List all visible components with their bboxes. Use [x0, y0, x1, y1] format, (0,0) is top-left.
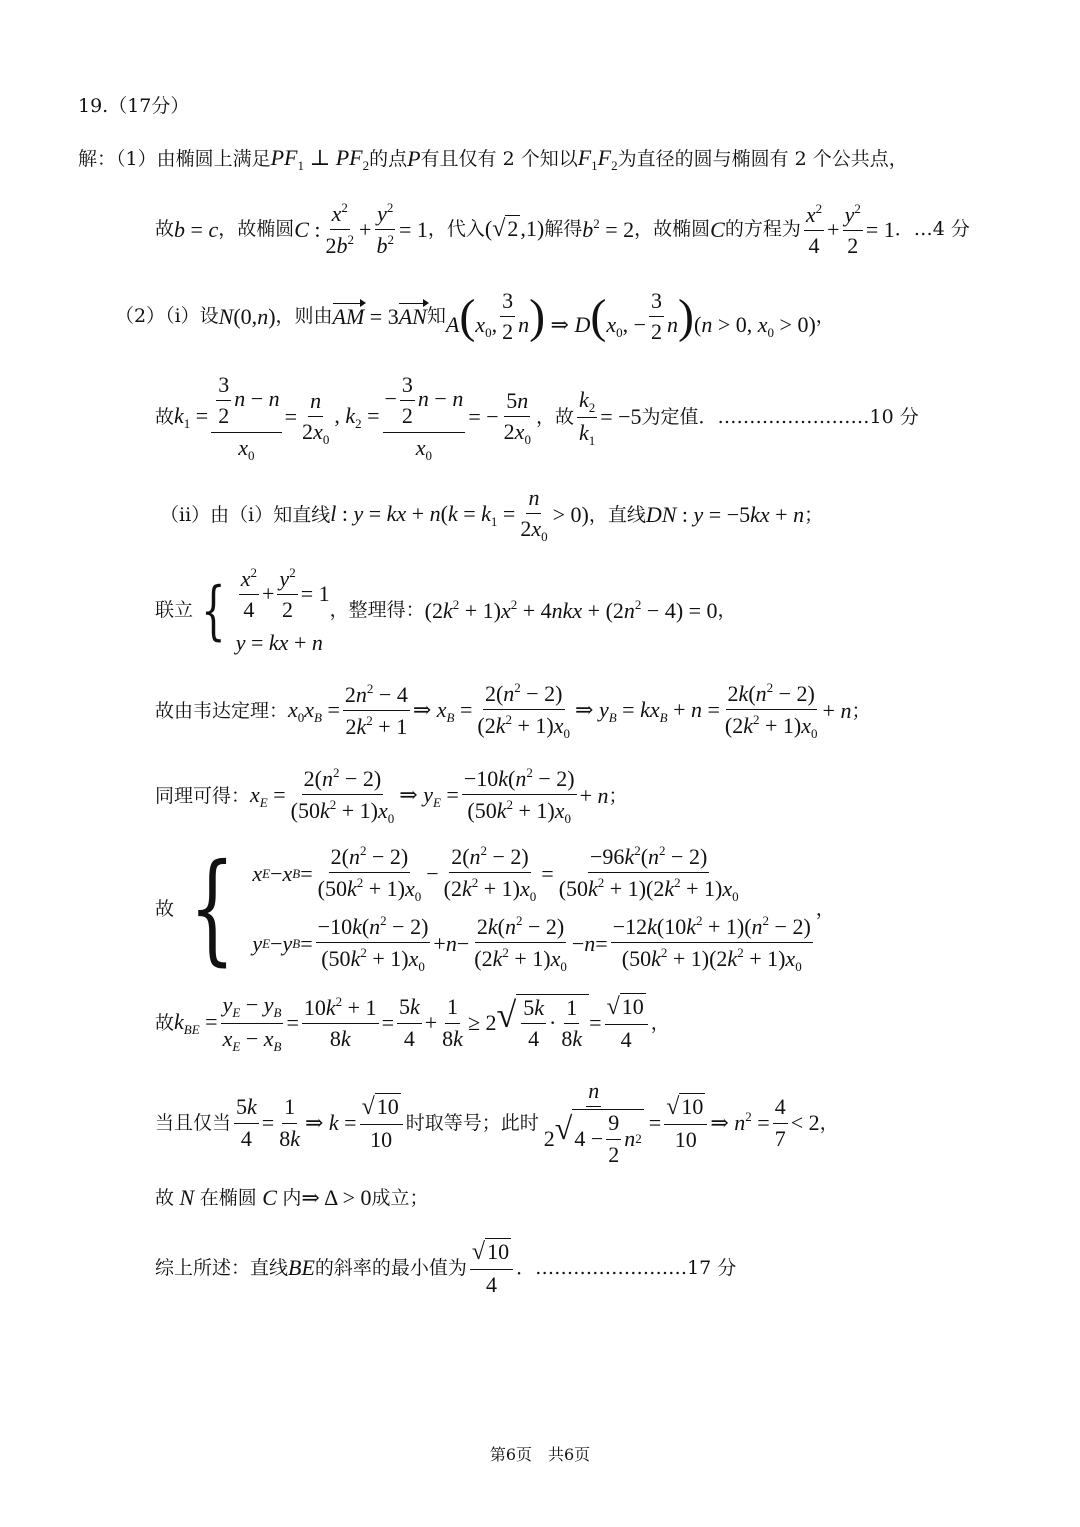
fraction: $\frac{2(n^2 - 2)}{(50k^2 + 1)x_0}$ — [290, 765, 395, 827]
math: $A(x_0$, — [445, 289, 498, 343]
inside-ellipse-line — [155, 1185, 429, 1211]
fraction: $\frac{4}{7}$ — [774, 1094, 786, 1151]
text: ，则由 — [275, 305, 333, 328]
ellipse-equation-line: 故 b = c ，故椭圆 C : $\frac{x^2}{2b^2}$ + $\frac{y^2}{b^2}$ = 1 ，代入 ( √ 2 ,1) 解得 $b^2 = 2$ ，故椭圆 C 的方程为 $\frac{x^2}{4}$ + $\frac{y^2}{2}$ = 1 ．…4 分 — [155, 200, 970, 259]
fraction: $\frac{x^2}{4}$ — [805, 200, 823, 258]
text: ，直线 — [588, 503, 646, 526]
text: ，整理得： — [329, 599, 425, 622]
text: ； — [608, 784, 628, 807]
text: ，故椭圆 — [634, 218, 711, 241]
fraction: $\frac{5k}{4}$ — [398, 994, 420, 1051]
fraction: $\frac{x^2}{2b^2}$ — [325, 200, 355, 259]
conclusion-line — [155, 1238, 736, 1298]
text: ．…4 分 — [894, 218, 970, 241]
text: 故 — [155, 897, 175, 920]
text: ．……………………17 分 — [516, 1256, 737, 1279]
fraction: $\frac{5n}{2x_0}$ — [503, 387, 531, 448]
fraction: $\frac{y^2}{2}$ — [844, 200, 861, 258]
math: $k_{BE}$ = — [174, 1008, 218, 1037]
equation-system: $\frac{x^2}{4}$ + $\frac{y^2}{2}$ = 1 y = kx + n — [235, 565, 330, 655]
math: l : y = kx + $n(k = k_1$ = — [330, 500, 516, 529]
differences-line — [155, 838, 835, 978]
vieta-line: 故由韦达定理： $x_0x_B$ = $\frac{2n^2 - 4}{2k^2 + 1}$ ⇒ $x_B$ = $\frac{2(n^2 - 2)}{(2k^2 + 1)x_0}$ ⇒ $y_B = kx_B + n$ = $\frac{2k(n^2 - 2)}{(2k^2 + 1)x_0}$ + n ； — [155, 680, 871, 742]
fraction: $\frac{1}{8k}$ — [279, 1094, 300, 1151]
math: DN : y = −5kx + n — [645, 501, 805, 527]
text: 同理可得： — [155, 784, 251, 807]
fraction: $\frac{10k^2 + 1}{8k}$ — [303, 993, 377, 1052]
math: C — [710, 216, 725, 242]
math: $x_E$ = — [250, 781, 286, 810]
text: 有且仅有 2 个知以 — [420, 147, 578, 170]
fraction: $\frac{2n^2 - 4}{2k^2 + 1}$ — [344, 681, 408, 740]
fraction: $\frac{5k}{4}$ — [236, 1094, 257, 1151]
math: $x_0x_B$ = — [288, 696, 340, 725]
text: ，故椭圆 — [218, 218, 295, 241]
text: 为直径的圆与椭圆有 2 个公共点， — [617, 147, 908, 170]
fraction: − $\frac{3}{2}$ n − n $x_0$ — [384, 372, 464, 463]
fraction: $\frac{n}{2x_0}$ — [302, 387, 330, 448]
math: N — [174, 1185, 200, 1210]
math: $(2k^2 + 1)x^2 + 4nkx + (2n^2 - 4) = 0$ — [424, 596, 718, 623]
fraction: $\frac{3}{2}$ — [502, 288, 514, 345]
math: BE — [288, 1254, 315, 1280]
fraction: $\frac{2k(n^2 - 2)}{(2k^2 + 1)x_0}$ — [724, 680, 818, 742]
math: $PF_1$ ⊥ $PF_2$ — [270, 145, 370, 173]
fraction: √ 10 4 — [470, 1238, 513, 1298]
math: $b^2 = 2$ — [582, 216, 635, 243]
text: 在椭圆 — [199, 1186, 257, 1209]
problem-heading — [78, 95, 189, 118]
math: C : — [294, 216, 321, 242]
page-footer: 第6页 共6页 — [489, 1445, 591, 1464]
text: 故 — [155, 406, 175, 429]
part1-intro-line — [78, 145, 908, 174]
text: （ii）由（i）知直线 — [160, 503, 331, 526]
math: b = c — [174, 216, 219, 242]
text: 故 — [155, 218, 175, 241]
left-brace: { — [189, 838, 236, 978]
slopes-line: 故 $k_1$ = $\frac{3}{2}$ n − n $x_0$ = $\frac{n}{2x_0}$ , $k_2$ = − $\frac{3}{2}$ n − n $x_0$ = − $\frac{5n}{2x_0}$ ，故 $\frac{k_2}{k_1}$ = −5 为定值．……………………10 分 — [155, 372, 919, 463]
fraction: √ 10 10 — [360, 1093, 403, 1153]
text: 解得 — [544, 218, 583, 241]
square-root: √ $\frac{5k}{4}$ · $\frac{1}{8k}$ — [497, 994, 590, 1053]
text: 知 — [426, 305, 446, 328]
fraction: $\frac{-10k(n^2 - 2)}{(50k^2 + 1)x_0}$ — [463, 765, 575, 827]
similar-line: 同理可得： $x_E$ = $\frac{2(n^2 - 2)}{(50k^2 + 1)x_0}$ ⇒ $y_E$ = $\frac{-10k(n^2 - 2)}{(50k^2 + 1)x_0}$ + n ； — [155, 765, 628, 827]
text: 解：（1）由椭圆上满足 — [78, 147, 271, 170]
text: ， — [717, 599, 737, 622]
text: 的点 — [369, 147, 408, 170]
kbe-line: 故 $k_{BE}$ = $\frac{y_E - y_B}{x_E - x_B}$ = $\frac{10k^2 + 1}{8k}$ = $\frac{5k}{4}$ + $\frac{1}{8k}$ ≥ 2 √ $\frac{5k}{4}$ · $\frac{1}{8k}$ = √ 10 4 ， — [155, 992, 670, 1054]
problem-number: 19.（17分） — [78, 95, 190, 117]
math: C — [256, 1185, 283, 1210]
fraction: $\frac{3}{2}$ — [651, 288, 663, 345]
text: ，故 — [535, 406, 574, 429]
text: 成立； — [371, 1186, 429, 1209]
math: AM = 3AN — [332, 303, 427, 329]
math: $k_1$ = — [174, 403, 209, 432]
fraction: $\frac{y_E - y_B}{x_E - x_B}$ — [222, 992, 282, 1054]
fraction: √ 10 10 — [664, 1093, 707, 1153]
math: $F_1F_2$ — [577, 145, 618, 173]
math: ( √ 2 ,1) — [484, 216, 545, 243]
math: P — [407, 146, 421, 172]
text: 当且仅当 — [155, 1111, 232, 1134]
text: 故 — [155, 1186, 175, 1209]
math: N(0,n) — [218, 303, 276, 329]
text: ， — [819, 1111, 839, 1134]
fraction: $\frac{y^2}{b^2}$ — [376, 200, 394, 259]
text: ， — [815, 897, 835, 920]
fraction: $\frac{n}{2x_0}$ — [520, 485, 548, 545]
fraction: √ 10 4 — [605, 993, 648, 1053]
text: （2）（i）设 — [115, 305, 219, 328]
fraction: $\frac{2(n^2 - 2)}{(2k^2 + 1)x_0}$ — [477, 680, 571, 742]
fraction: $\frac{1}{8k}$ — [442, 994, 463, 1051]
system-line — [155, 565, 737, 656]
text: 内 — [282, 1186, 302, 1209]
text: 故 — [155, 1011, 175, 1034]
text: ； — [851, 699, 871, 722]
text: 联立 — [155, 599, 194, 622]
equality-line: 当且仅当 $\frac{5k}{4}$ = $\frac{1}{8k}$ ⇒ k = √ 10 10 时取等号；此时 n 2 √ 4 − $\frac{9}{2}$ n 2 = √ 10 10 ⇒ $n^2$ = $\frac{4}{7}$ < 2 ， — [155, 1078, 839, 1167]
text: 综上所述：直线 — [155, 1256, 289, 1279]
text: 故由韦达定理： — [155, 699, 289, 722]
equation-system: x E − x B = $\frac{2(n^2 - 2)}{(50k^2 + 1)x_0}$ − $\frac{2(n^2 - 2)}{(2k^2 + 1)x_0}$ = $\frac{-96k^2(n^2 - 2)}{(50k^2 + 1)(2k^2 + 1)x_0}$ y E − y B = $\frac{-10k(n^2 - 2)}{(50k^2 + 1)x_0}$ + n − $\frac{2k(n^2 - 2)}{(2k^2 + 1)x_0}$ − n = $\frac{-12k(10k^2 + 1)(n^2 - 2)}{(50k^2 + 1)(2k^2 + 1)x_0}$ — [252, 843, 811, 975]
text: 的方程为 — [724, 218, 801, 241]
part2-setup-line: （2）（i）设 N(0,n) ，则由 AM = 3AN 知 $A(x_0$, $\frac{3}{2}$ n) ⇒ $D(x_0$, − $\frac{3}{2}$ n)(n > 0, $x_0 > 0$) ， — [115, 288, 835, 345]
fraction: n 2 √ 4 − $\frac{9}{2}$ n 2 — [543, 1078, 642, 1167]
text: 的斜率的最小值为 — [314, 1256, 467, 1279]
text: ，代入 — [427, 218, 485, 241]
text: 为定值．……………………10 分 — [641, 406, 919, 429]
math: ⇒ Δ > 0 — [301, 1185, 372, 1210]
text: ， — [650, 1011, 670, 1034]
fraction: $\frac{k_2}{k_1}$ — [578, 386, 596, 449]
fraction: $\frac{3}{2}$ n − n $x_0$ — [211, 372, 281, 463]
text: ； — [804, 503, 824, 526]
line-equations: （ii）由（i）知直线 l : y = kx + $n(k = k_1$ = $\frac{n}{2x_0}$ > 0) ，直线 DN : y = −5kx + n ； — [160, 485, 824, 545]
text: ， — [815, 305, 835, 328]
text: 时取等号；此时 — [405, 1111, 539, 1134]
left-brace: { — [201, 573, 226, 648]
